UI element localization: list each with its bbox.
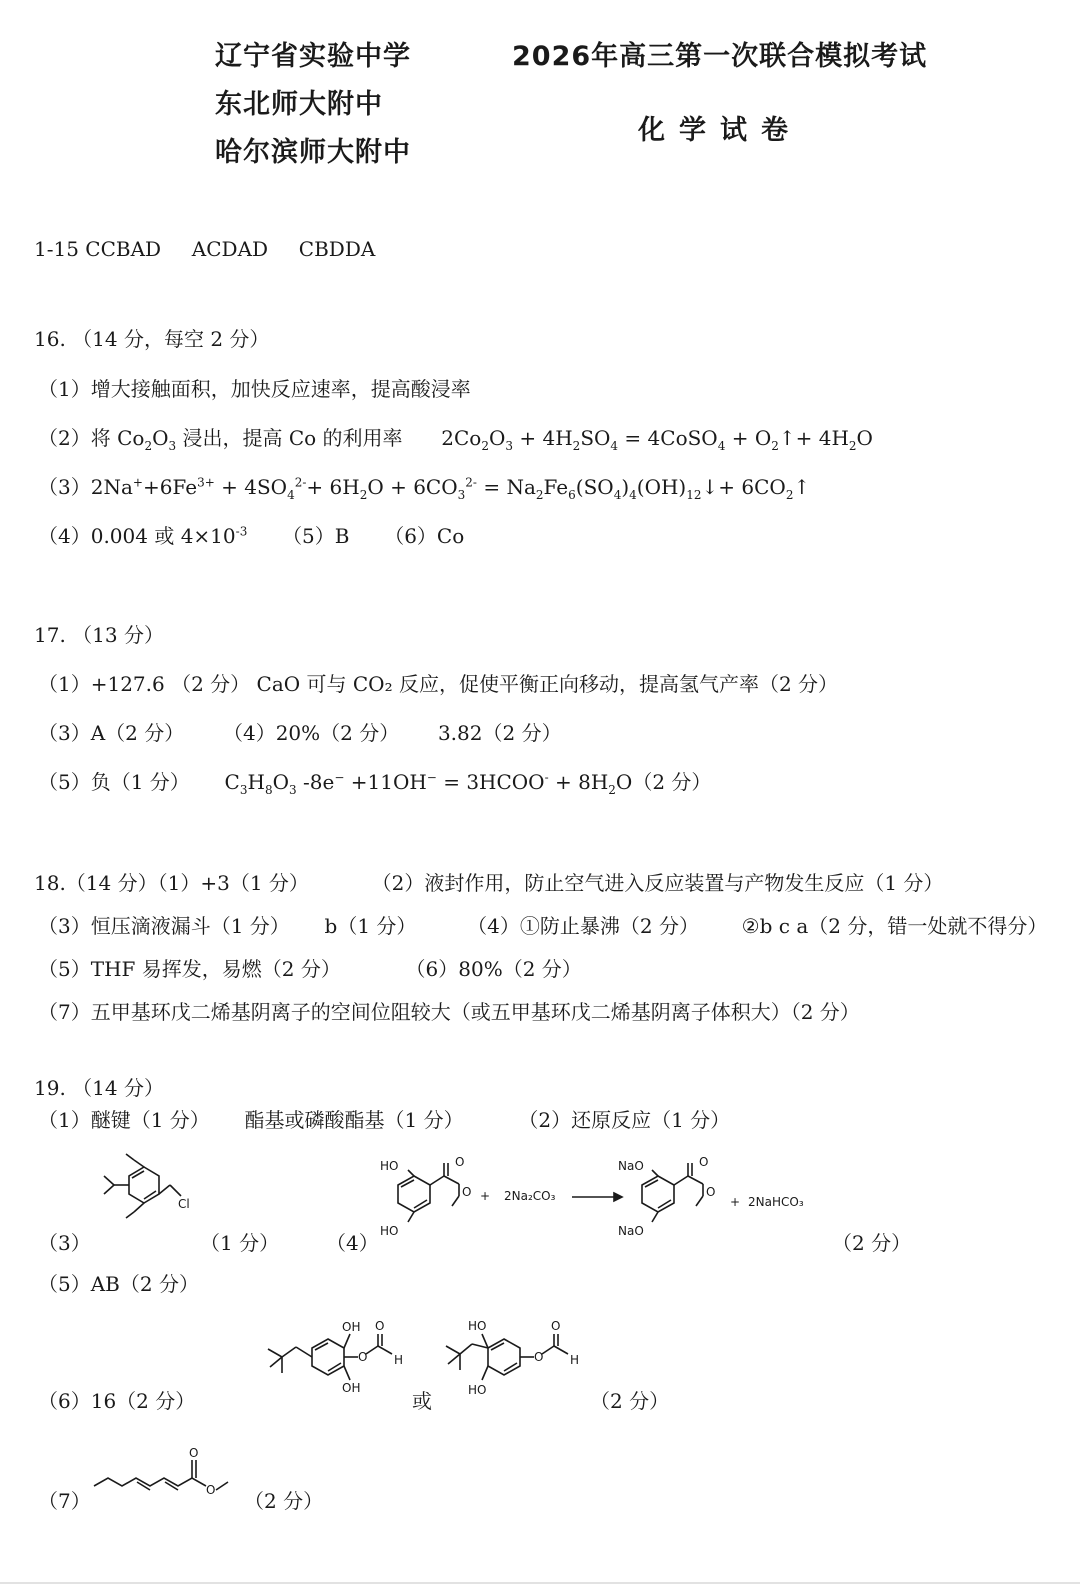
- nao-label-2: NaO: [618, 1224, 644, 1238]
- q16-answers-4-6: [38, 523, 464, 549]
- q18-answer-3b: b（1 分）: [324, 914, 417, 938]
- o-label-9: O: [189, 1446, 199, 1460]
- q19-answer-1b: 酯基或磷酸酯基（1 分）: [244, 1108, 464, 1132]
- q19-answer-2: （2）还原反应（1 分）: [518, 1108, 731, 1132]
- o-label-7: O: [534, 1350, 544, 1364]
- ho-label-2: HO: [380, 1224, 399, 1238]
- q17-heading: 17. （13 分）: [34, 623, 164, 647]
- q19-structure-7: [90, 1444, 240, 1504]
- q19-heading: 19. （14 分）: [34, 1076, 164, 1100]
- q16-heading: 16. （14 分，每空 2 分）: [34, 327, 270, 351]
- q19-answer-6-or: 或: [412, 1389, 432, 1413]
- q19-line-1: [38, 1107, 730, 1133]
- nahco3-label: 2NaHCO₃: [748, 1195, 804, 1209]
- q18-heading: 18.（14 分）（1）+3（1 分）: [34, 871, 309, 895]
- mc-label: 1-15: [34, 237, 79, 261]
- q18-answer-6: （6）80%（2 分）: [405, 957, 582, 981]
- bottom-rule: [0, 1582, 1080, 1584]
- q18-line-1: [34, 870, 943, 896]
- o-label-10: O: [206, 1483, 216, 1497]
- na2co3-label: 2Na₂CO₃: [504, 1189, 556, 1203]
- q18-answer-3: （3）恒压滴液漏斗（1 分）: [38, 914, 290, 938]
- q17-answer-4b: 3.82（2 分）: [437, 721, 562, 745]
- plus-sign-1: +: [480, 1189, 491, 1203]
- q19-answer-3-score: （1 分）: [200, 1231, 280, 1255]
- q16-equation-3: $2Na^++6Fe^{3+} + 4SO_4^{2-}+ 6H_2O + 6CO_3^{2-}$ = $Na_2Fe_6(SO_4)_4(OH)_{12}↓+$ $6CO_2↑$: [90, 475, 811, 502]
- q16-answer-3: $(3)2Na^++6Fe^{3+} + 4SO_4^{2-}+ 6H_2O + 6CO_3^{2-}$ = $Na_2Fe_6(SO_4)_4(OH)_{12}↓+$ $6CO_2↑$: [38, 475, 811, 502]
- o-label-2: O: [462, 1185, 472, 1199]
- q16-answer-4: （4）0.004 或 $4\times 10^{-3}$: [38, 524, 248, 548]
- ho-label-1: HO: [380, 1159, 399, 1173]
- ho-label-3: HO: [468, 1319, 487, 1333]
- struct3-cl-label: Cl: [178, 1197, 190, 1211]
- mc-group-2: ACDAD: [191, 237, 269, 261]
- q17-answer-1: （1）+127.6 （2 分） CaO 可与 CO₂ 反应，促使平衡正向移动，提高氢气产率（2 分）: [38, 672, 839, 696]
- q17-answer-4: （4）20%（2 分）: [222, 721, 400, 745]
- q19-answer-7-label: （7）: [38, 1489, 91, 1513]
- q16-answer-1: （1）增大接触面积，加快反应速率，提高酸浸率: [38, 377, 471, 401]
- school-name-3: 哈尔滨师大附中: [215, 137, 411, 168]
- q19-answer-6: （6）16（2 分）: [38, 1389, 196, 1413]
- oh-label-2: OH: [342, 1381, 361, 1395]
- school-name-1: 辽宁省实验中学: [215, 41, 411, 72]
- o-label-3: O: [699, 1155, 709, 1169]
- subject-title: 化学试卷: [638, 115, 802, 146]
- q17-equation-5: $C_3H_8O_3$ -8e− +11OH− = 3HCOO- + $8H_2O$: [224, 770, 633, 797]
- q18-answer-4: （4）①防止暴沸（2 分）: [467, 914, 699, 938]
- q16-equation-2: $2Co_2O_3 + 4H_2SO_4$ = 4CoSO$_4$ + $O_2↑+ 4H_2O$: [441, 426, 873, 453]
- q17-answer-3: （3）A（2 分）: [38, 721, 185, 745]
- q19-answer-4-score: （2 分）: [832, 1231, 912, 1255]
- q17-answers-3-4: [38, 720, 562, 746]
- o-label-8: O: [551, 1319, 561, 1333]
- q16-answer-6: （6）Co: [384, 524, 465, 548]
- o-label-1: O: [455, 1155, 465, 1169]
- q19-reaction-4: [376, 1156, 826, 1246]
- mc-group-3: CBDDA: [298, 237, 376, 261]
- q18-answer-7: （7）五甲基环戊二烯基阴离子的空间位阻较大（或五甲基环戊二烯基阴离子体积大）（2 分）: [38, 1000, 860, 1024]
- exam-title: 2026年高三第一次联合模拟考试: [512, 41, 928, 72]
- h-label-2: H: [570, 1353, 580, 1367]
- ho-label-4: HO: [468, 1383, 487, 1397]
- q19-answer-7-score: （2 分）: [244, 1489, 324, 1513]
- school-name-2: 东北师大附中: [215, 89, 383, 120]
- mc-group-1: CCBAD: [85, 237, 162, 261]
- h-label-1: H: [394, 1353, 404, 1367]
- q17-answer-5: （5）负（1 分） $C_3H_8O_3$ -8e− +11OH− = 3HCOO- + $8H_2O(2$ 分）: [38, 770, 712, 797]
- q16-answer-5: （5）B: [282, 524, 350, 548]
- mc-answers: [34, 236, 375, 262]
- q19-answer-4-label: （4）: [326, 1231, 379, 1255]
- q18-answer-5: （5）THF 易挥发，易燃（2 分）: [38, 957, 341, 981]
- oh-label-1: OH: [342, 1320, 361, 1334]
- nao-label-1: NaO: [618, 1159, 644, 1173]
- q18-answer-4b: ②b c a（2 分，错一处就不得分）: [741, 914, 1048, 938]
- q19-answer-3-label: （3）: [38, 1231, 91, 1255]
- q19-structure-6a: [254, 1318, 419, 1408]
- o-label-5: O: [358, 1350, 368, 1364]
- q18-answer-2: （2）液封作用，防止空气进入反应装置与产物发生反应（1 分）: [371, 871, 944, 895]
- q19-answer-5: （5）AB（2 分）: [38, 1272, 199, 1296]
- q19-answer-1: （1）醚键（1 分）: [38, 1108, 210, 1132]
- q16-answer-2: （2）将 $Co_2O_3$ 浸出，提高 Co 的利用率 $2Co_2O_3 + 4H_2SO_4$ = 4CoSO$_4$ + $O_2↑+ 4H_2O$: [38, 426, 873, 453]
- o-label-6: O: [375, 1319, 385, 1333]
- q19-structure-3: [88, 1150, 198, 1250]
- q18-line-2: [38, 913, 1047, 939]
- o-label-4: O: [706, 1185, 716, 1199]
- q18-line-3: [38, 956, 582, 982]
- q19-answer-6-score: （2 分）: [590, 1389, 670, 1413]
- q19-structure-6b: [436, 1316, 596, 1406]
- plus-sign-2: +: [730, 1195, 741, 1209]
